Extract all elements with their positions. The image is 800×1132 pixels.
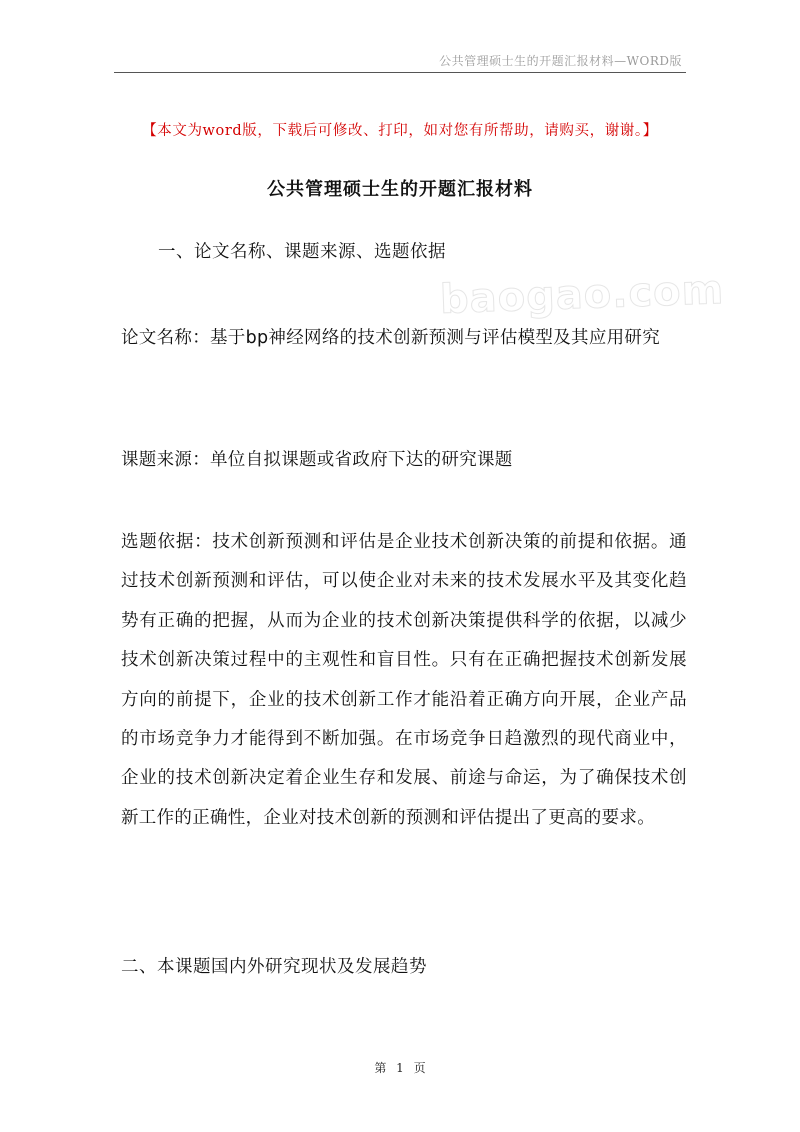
section-two-heading: 二、本课题国内外研究现状及发展趋势: [121, 957, 427, 977]
page-number: 第 1 页: [374, 1061, 426, 1075]
topic-source-paragraph: 课题来源：单位自拟课题或省政府下达的研究课题: [121, 450, 513, 470]
purchase-notice: 【本文为word版，下载后可修改、打印，如对您有所帮助，请购买，谢谢。】: [142, 123, 658, 139]
section-one-heading: 一、论文名称、课题来源、选题依据: [158, 242, 446, 262]
watermark: baogao.com: [439, 267, 725, 323]
running-header: 公共管理硕士生的开题汇报材料—WORD版: [439, 54, 682, 68]
document-title: 公共管理硕士生的开题汇报材料: [267, 179, 533, 200]
header-divider: [114, 72, 686, 73]
selection-basis-paragraph: 选题依据：技术创新预测和评估是企业技术创新决策的前提和依据。通过技术创新预测和评估，可以使企业对未来的技术发展水平及其变化趋势有正确的把握，从而为企业的技术创新决策提供科学的依据，以减少技术创新决策过程中的主观性和盲目性。只有在正确把握技术创新发展方向的前提下，企业的技术创新工作才能沿着正确方向开展，企业产品的市场竞争力才能得到不断加强。在市场竞争日趋激烈的现代商业中，企业的技术创新决定着企业生存和发展、前途与命运，为了确保技术创新工作的正确性，企业对技术创新的预测和评估提出了更高的要求。: [121, 532, 687, 828]
thesis-name-paragraph: 论文名称：基于bp神经网络的技术创新预测与评估模型及其应用研究: [121, 328, 661, 348]
